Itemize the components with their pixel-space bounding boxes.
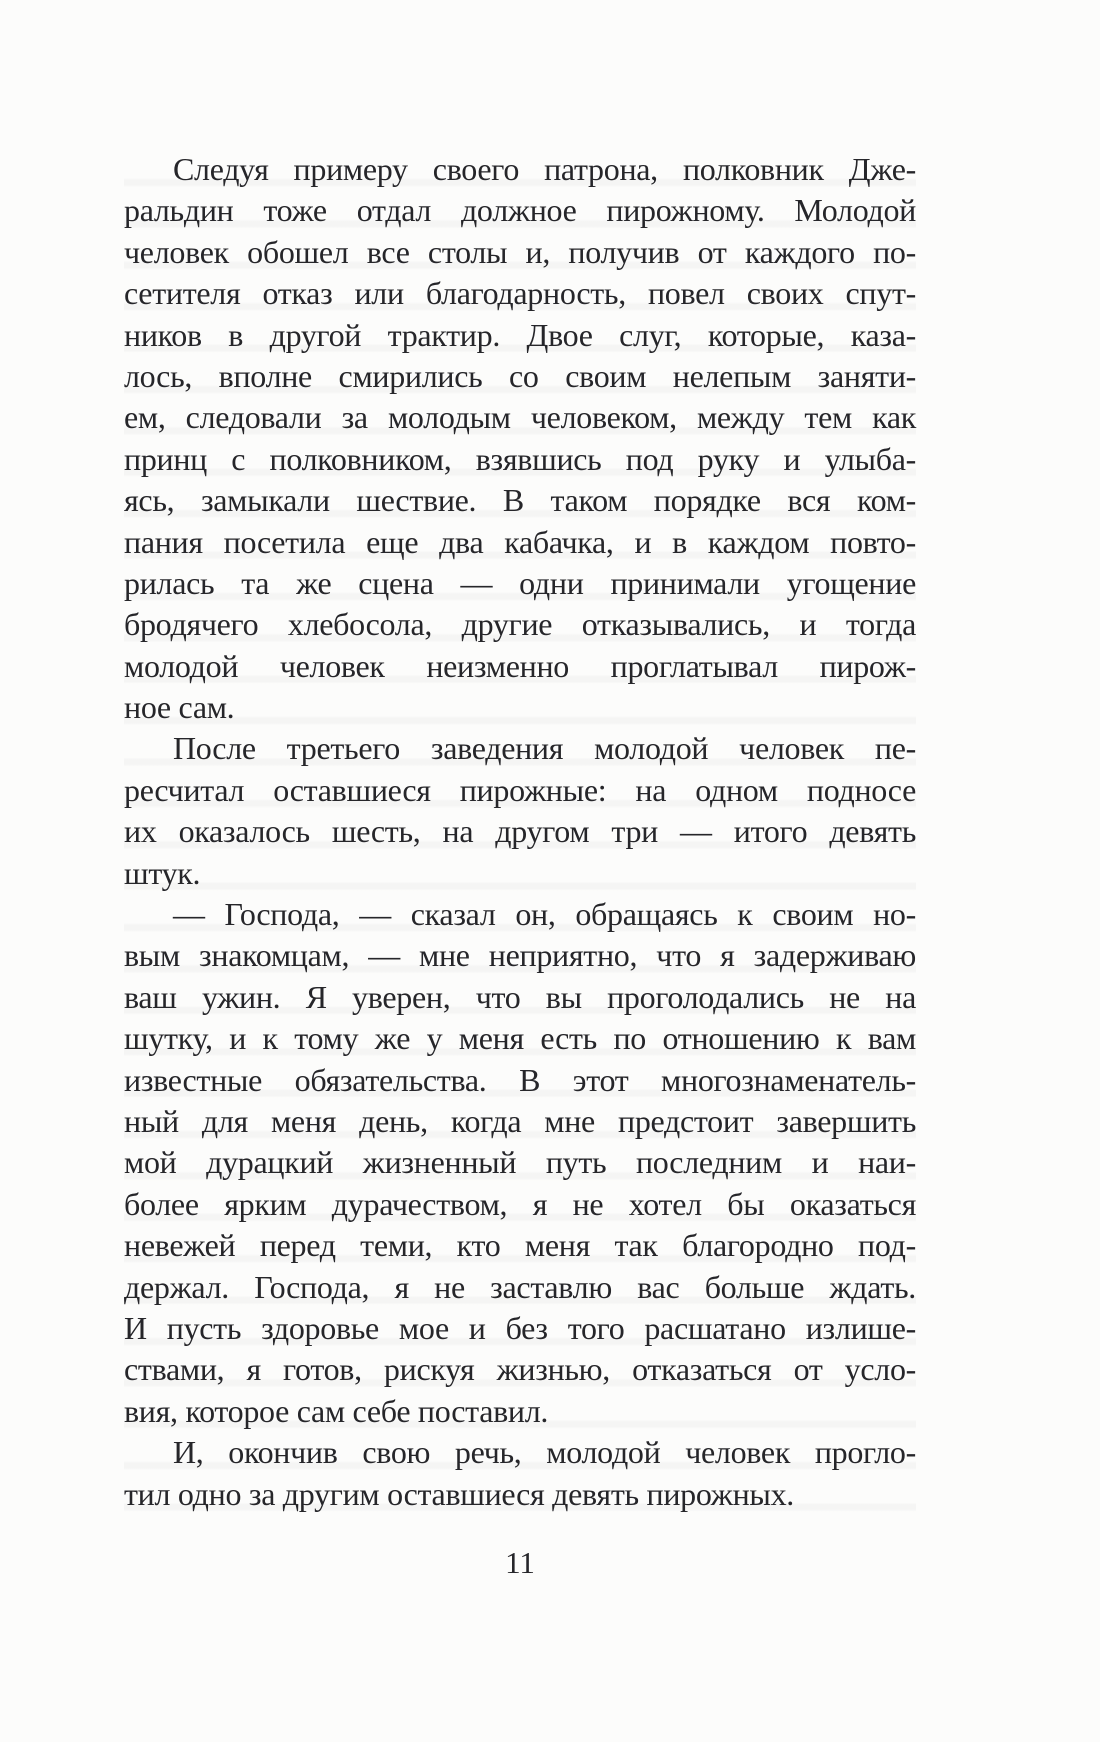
text-line: — Господа, — сказал он, обращаясь к своим но- [173,896,916,933]
text-line: ное сам. [124,689,235,726]
text-line: сетителя отказ или благодарность, повел своих спут- [124,275,916,312]
text-line: держал. Господа, я не заставлю вас больше ждать. [124,1268,916,1305]
text-line: мой дурацкий жизненный путь последним и наи- [124,1144,916,1181]
text-line: ясь, замыкали шествие. В таком порядке вся ком- [124,482,916,519]
text-line: невежей перед теми, кто меня так благородно под- [124,1227,916,1264]
text-line: ствами, я готов, рискуя жизнью, отказаться от усло- [124,1351,916,1388]
text-line: более ярким дурачеством, я не хотел бы оказаться [124,1185,916,1222]
text-line: человек обошел все столы и, получив от каждого по- [124,233,916,270]
text-line: И пусть здоровье мое и без того расшатано излише- [124,1309,916,1346]
text-line: шутку, и к тому же у меня есть по отношению к вам [124,1020,916,1057]
text-line: ваш ужин. Я уверен, что вы проголодались не на [124,978,916,1015]
text-line: ральдин тоже отдал должное пирожному. Молодой [124,192,916,229]
text-line: ный для меня день, когда мне предстоит завершить [124,1102,916,1139]
text-line: принц с полковником, взявшись под руку и улыба- [124,440,916,477]
text-line: вия, которое сам себе поставил. [124,1392,549,1429]
text-line: ем, следовали за молодым человеком, между тем как [124,399,916,436]
page-number: 11 [505,1545,535,1580]
text-line: известные обязательства. В этот многознаменатель- [124,1061,916,1098]
text-line: И, окончив свою речь, молодой человек прогло- [173,1434,916,1471]
text-line: вым знакомцам, — мне неприятно, что я задерживаю [124,937,916,974]
text-line: ресчитал оставшиеся пирожные: на одном подносе [124,771,916,808]
page-text [124,149,916,1515]
text-line: их оказалось шесть, на другом три — итого девять [124,813,916,850]
text-line: Следуя примеру своего патрона, полковник Дже- [173,151,916,187]
text-line: рилась та же сцена — одни принимали угощение [124,564,916,601]
text-line: лось, вполне смирились со своим нелепым заняти- [124,357,916,394]
text-line: После третьего заведения молодой человек пе- [173,730,916,767]
text-line: пания посетила еще два кабачка, и в каждом повто- [124,523,916,560]
text-line: бродячего хлебосола, другие отказывались, и тогда [124,606,916,643]
text-line: тил одно за другим оставшиеся девять пирожных. [124,1475,794,1512]
text-line: молодой человек неизменно проглатывал пирож- [124,647,916,684]
text-line: ников в другой трактир. Двое слуг, которые, каза- [124,316,916,353]
text-line: штук. [124,854,201,891]
